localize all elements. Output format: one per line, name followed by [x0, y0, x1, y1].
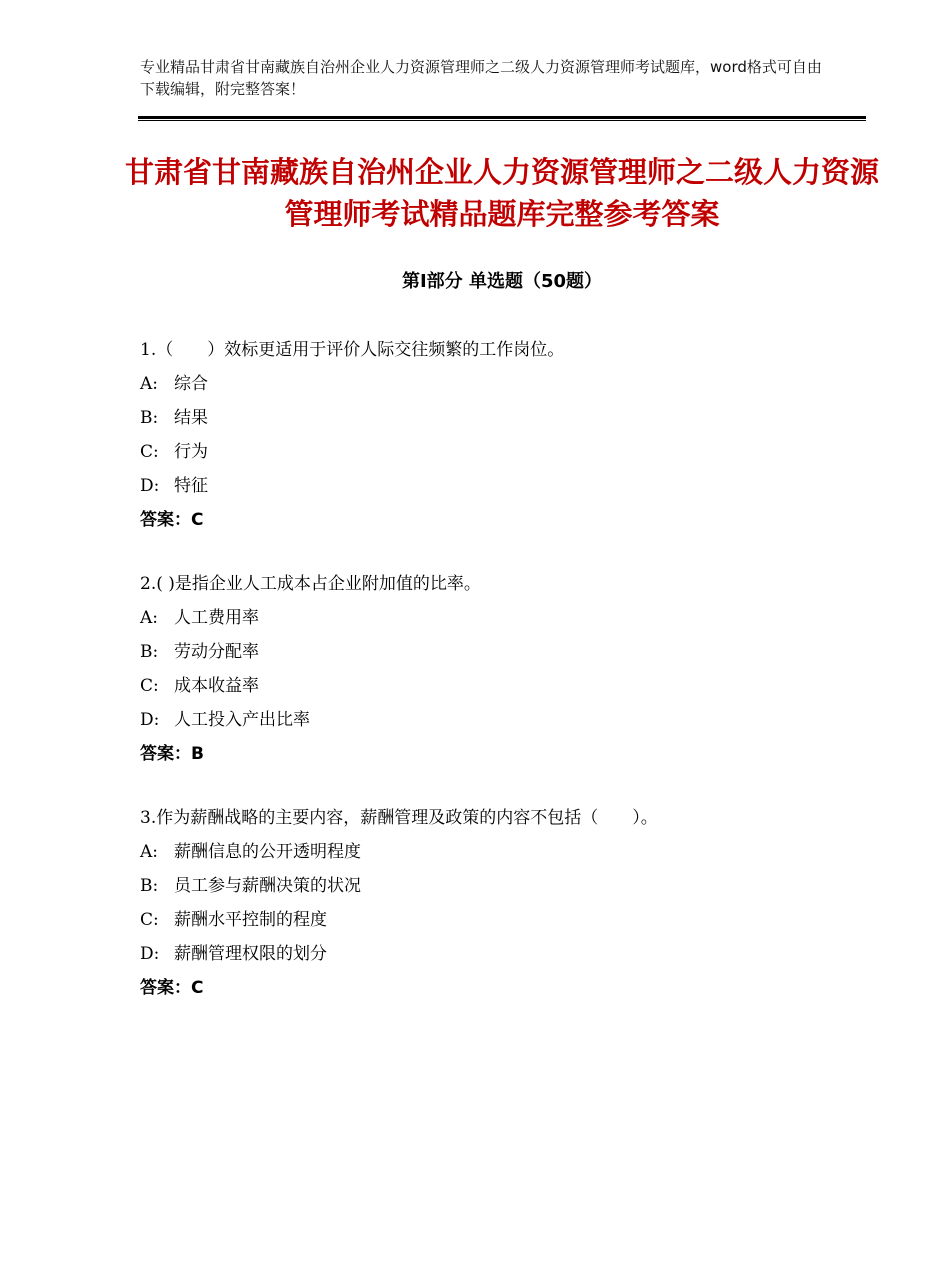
question-list [140, 333, 864, 1005]
option-a [140, 367, 864, 401]
option-c [140, 669, 864, 703]
question-stem: 3.作为薪酬战略的主要内容，薪酬管理及政策的内容不包括（ ）。 [140, 808, 658, 828]
option-text: 薪酬信息的公开透明程度 [174, 842, 361, 862]
question-stem: 1.（ ）效标更适用于评价人际交往频繁的工作岗位。 [140, 340, 565, 360]
answer-label: 答案：C [140, 510, 204, 530]
header-rule-thin [138, 120, 866, 121]
question-3 [140, 801, 864, 1005]
option-text: 成本收益率 [174, 676, 259, 696]
option-text: 行为 [174, 442, 208, 462]
option-text: 人工费用率 [174, 608, 259, 628]
option-letter: D: [140, 476, 160, 496]
option-text: 特征 [174, 476, 208, 496]
option-d [140, 703, 864, 737]
option-d [140, 937, 864, 971]
option-text: 人工投入产出比率 [174, 710, 310, 730]
option-text: 综合 [174, 374, 208, 394]
question-1 [140, 333, 864, 537]
option-text: 薪酬水平控制的程度 [174, 910, 327, 930]
option-letter: C: [140, 676, 159, 696]
question-stem: 2.( )是指企业人工成本占企业附加值的比率。 [140, 574, 481, 594]
answer-label: 答案：C [140, 978, 204, 998]
header-rule-thick [138, 116, 866, 119]
option-letter: B: [140, 642, 159, 662]
option-a [140, 601, 864, 635]
option-text: 结果 [174, 408, 208, 428]
option-letter: C: [140, 910, 159, 930]
option-text: 劳动分配率 [174, 642, 259, 662]
section-title: 第Ⅰ部分 单选题（50题） [401, 271, 602, 292]
option-letter: A: [140, 374, 159, 394]
option-b [140, 869, 864, 903]
header-note: 专业精品甘肃省甘南藏族自治州企业人力资源管理师之二级人力资源管理师考试题库，word格式可自由下载编辑，附完整答案！ [140, 58, 822, 98]
option-text: 员工参与薪酬决策的状况 [174, 876, 361, 896]
document-title: 甘肃省甘南藏族自治州企业人力资源管理师之二级人力资源管理师考试精品题库完整参考答案 [124, 155, 879, 231]
option-a [140, 835, 864, 869]
option-letter: D: [140, 710, 160, 730]
option-letter: B: [140, 876, 159, 896]
option-letter: C: [140, 442, 159, 462]
option-c [140, 435, 864, 469]
option-letter: D: [140, 944, 160, 964]
question-2 [140, 567, 864, 771]
option-b [140, 635, 864, 669]
option-d [140, 469, 864, 503]
option-text: 薪酬管理权限的划分 [174, 944, 327, 964]
option-letter: A: [140, 608, 159, 628]
option-letter: B: [140, 408, 159, 428]
answer-label: 答案：B [140, 744, 204, 764]
option-c [140, 903, 864, 937]
option-b [140, 401, 864, 435]
option-letter: A: [140, 842, 159, 862]
document-page [0, 56, 950, 1286]
